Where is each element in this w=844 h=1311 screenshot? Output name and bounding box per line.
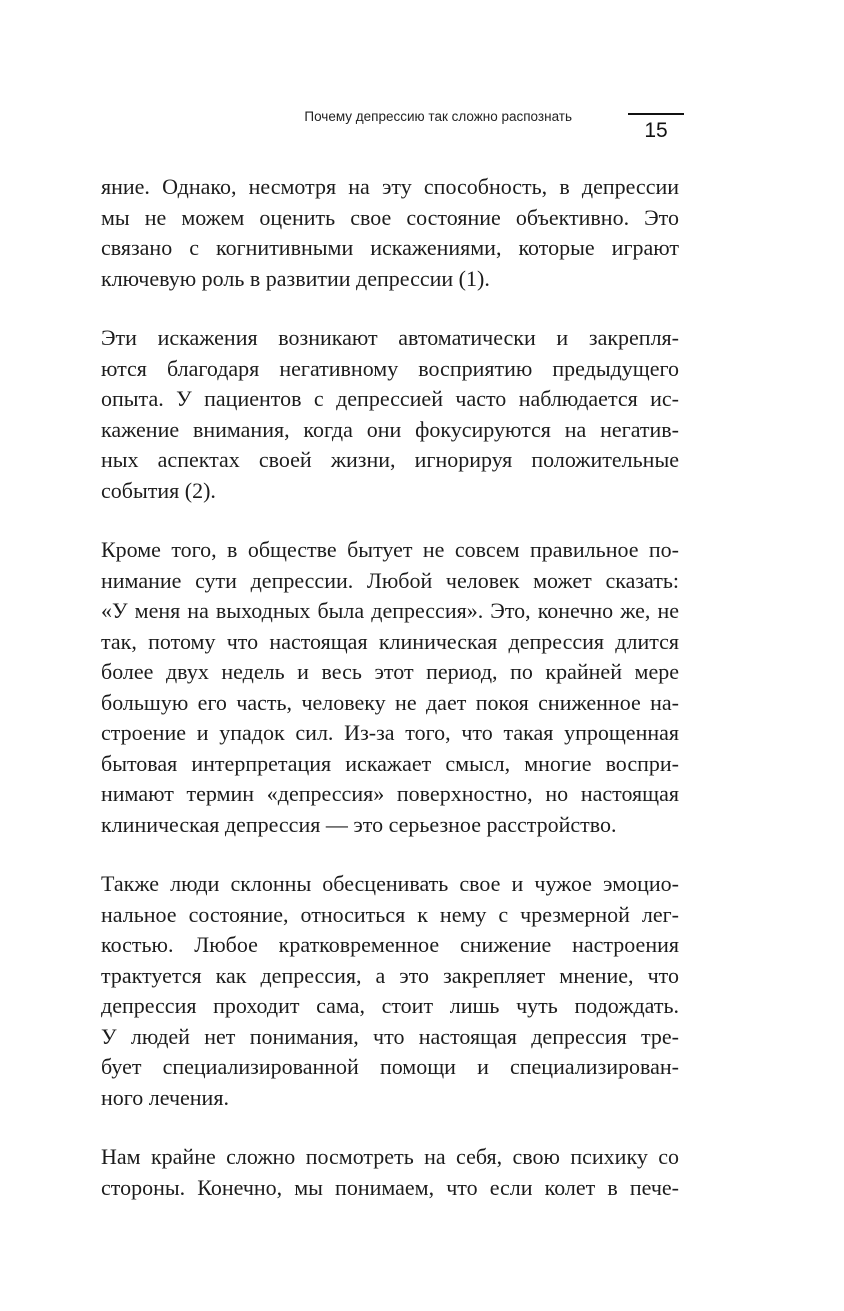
text-line: Эти искажения возникают автоматически и закрепля- (101, 325, 679, 350)
text-line: Кроме того, в обществе бытует не совсем правильное по- (101, 537, 679, 562)
paragraph (101, 1142, 679, 1203)
text-line: большую его часть, человеку не дает покоя сниженное на- (101, 689, 679, 715)
text-line: связано с когнитивными искажениями, которые играют (101, 235, 679, 260)
text-line: мы не можем оценить свое состояние объективно. Это (101, 204, 679, 230)
text-line: «У меня на выходных была депрессия». Это, конечно же, не (101, 598, 679, 623)
paragraph (101, 172, 679, 294)
page-number: 15 (644, 119, 668, 142)
text-line: Также люди склонны обесценивать свое и чужое эмоцио- (101, 871, 679, 896)
text-line: нимают термин «депрессия» поверхностно, но настоящая (101, 781, 679, 806)
text-line: события (2). (101, 477, 216, 503)
text-line: кажение внимания, когда они фокусируются на негатив- (101, 416, 679, 442)
text-line: ного лечения. (101, 1084, 229, 1110)
text-line: ключевую роль в развитии депрессии (1). (101, 265, 490, 291)
text-line: опыта. У пациентов с депрессией часто наблюдается ис- (101, 386, 679, 411)
paragraph (101, 323, 679, 506)
page-number-block (628, 113, 684, 143)
text-line: нальное состояние, относиться к нему с чрезмерной лег- (101, 901, 679, 927)
paragraph (101, 535, 679, 840)
text-line: более двух недель и весь этот период, по крайней мере (101, 659, 679, 684)
text-line: ются благодаря негативному восприятию предыдущего (101, 355, 679, 381)
text-line: костью. Любое кратковременное снижение настроения (101, 932, 679, 957)
text-line: У людей нет понимания, что настоящая депрессия тре- (101, 1023, 679, 1049)
text-line: бует специализированной помощи и специализирован- (101, 1054, 679, 1079)
text-line: клиническая депрессия — это серьезное расстройство. (101, 811, 617, 837)
text-line: Нам крайне сложно посмотреть на себя, свою психику со (101, 1144, 679, 1169)
running-head-title: Почему депрессию так сложно распознать (304, 109, 572, 124)
text-line: так, потому что настоящая клиническая депрессия длится (101, 628, 679, 654)
text-line: строение и упадок сил. Из-за того, что такая упрощенная (101, 720, 679, 745)
body-text (101, 172, 679, 1232)
text-line: бытовая интерпретация искажает смысл, многие воспри- (101, 750, 679, 776)
text-line: трактуется как депрессия, а это закрепляет мнение, что (101, 962, 679, 988)
text-line: стороны. Конечно, мы понимаем, что если колет в пече- (101, 1174, 679, 1200)
paragraph (101, 869, 679, 1113)
text-line: ных аспектах своей жизни, игнорируя положительные (101, 447, 679, 472)
text-line: депрессия проходит сама, стоит лишь чуть подождать. (101, 993, 679, 1018)
text-line: яние. Однако, несмотря на эту способность, в депрессии (101, 174, 679, 199)
text-line: нимание сути депрессии. Любой человек может сказать: (101, 567, 679, 593)
